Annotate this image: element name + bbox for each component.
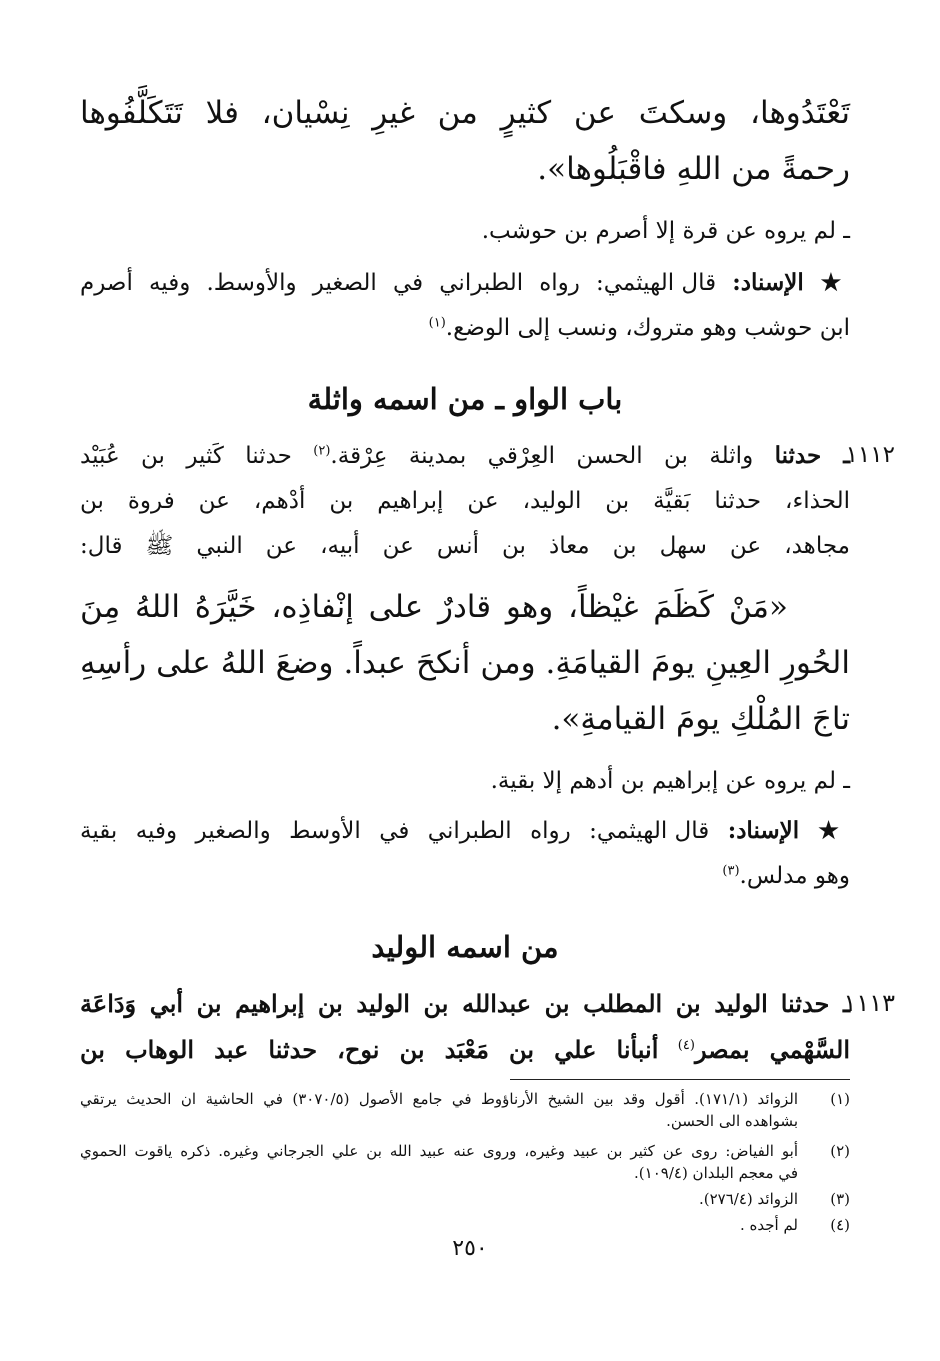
page-number: ٢٥٠ [452, 1236, 488, 1261]
matn-line: تاجَ المُلْكِ يومَ القيامةِ». [551, 701, 850, 737]
text-line: تَعْتَدُوها، وسكتَ عن كثيرٍ من غيرِ نِسْيان، فلا تَتَكَلَّفُوها [80, 95, 850, 131]
footnote-number: (٣) [830, 1190, 850, 1208]
hadith-line [80, 433, 895, 479]
matn-line: الحُورِ العِينِ يومَ القيامَةِ. ومن أنكحَ عبداً. وضعَ اللهُ على رأسِهِ [80, 645, 850, 681]
footnote-ref: (١) [428, 315, 446, 331]
isnad-line [80, 306, 850, 351]
isnad-label: ★ الإسناد: [732, 269, 851, 296]
hadith-line: مجاهد، عن سهل بن معاذ بن أنس عن أبيه، عن النبي ﷺ قال: [80, 533, 850, 559]
footnote-ref: (٣) [722, 863, 740, 879]
section-heading: باب الواو ـ من اسمه واثلة [307, 382, 623, 416]
section-heading: من اسمه الوليد [371, 930, 559, 964]
footnote-text: الزوائد (١٧١/١). أقول وقد بين الشيخ الأرناؤوط في جامع الأصول (٣٠٧٠/٥) في الحاشية ان الحديث يرتقي [80, 1090, 799, 1108]
hadith-lead: ـ حدثنا [774, 442, 851, 469]
hadith-text: السَّهْمي بمصر [694, 1035, 850, 1064]
isnad-text: قال الهيثمي: رواه الطبراني في الصغير والأوسط. وفيه أصرم [80, 270, 717, 296]
footnote-number: (٢) [830, 1142, 850, 1160]
footnote-number: (٤) [830, 1216, 850, 1234]
isnad-line [80, 260, 850, 306]
footnote [80, 1140, 850, 1184]
isnad-text: قال الهيثمي: رواه الطبراني في الأوسط والصغير وفيه بقية [80, 818, 710, 844]
isnad-text: وهو مدلس. [739, 863, 850, 889]
hadith-text: واثلة بن الحسن العِرْقي بمدينة عِرْقة. [330, 443, 754, 469]
footnote-text: بشواهده الى الحسن. [666, 1112, 798, 1130]
footnote [80, 1214, 850, 1236]
footnote-text: في معجم البلدان (١٠٩/٤). [634, 1164, 798, 1182]
footnote-text: أبو الفياض: روى عن كثير بن عبيد وغيره، وروى عنه عبيد الله بن علي الجرجاني وغيره. ذكره ياقوت الحموي [80, 1142, 798, 1160]
hadith-text: حدثنا كَثير بن عُبَيْد [80, 443, 292, 469]
hadith-text: أنبأنا علي بن مَعْبَد بن نوح، حدثنا عبد الوهاب بن [80, 1035, 659, 1064]
footnote [80, 1188, 850, 1210]
footnote-ref: (٤) [677, 1038, 695, 1053]
narration-note: ـ لم يروه عن قرة إلا أصرم بن حوشب. [481, 218, 850, 244]
hadith-number: ١١١٢ [845, 442, 895, 468]
matn-line: «مَنْ كَظَمَ غيْظاً، وهو قادرٌ على إنْفاذِه، خَيَّرَهُ اللهُ مِنَ [80, 589, 788, 625]
footnote-number: (١) [830, 1090, 850, 1108]
footnote [80, 1088, 850, 1132]
hadith-lead: ـ حدثنا [780, 989, 850, 1018]
hadith-line: الحذاء، حدثنا بَقيَّة بن الوليد، عن إبراهيم بن أدْهم، عن فروة بن [80, 488, 850, 514]
page-body [80, 85, 895, 1236]
footnotes [80, 1088, 850, 1236]
narration-note: ـ لم يروه عن إبراهيم بن أدهم إلا بقية. [490, 768, 850, 794]
isnad-text: ابن حوشب وهو متروك، ونسب إلى الوضع. [445, 315, 850, 341]
footnote-divider [510, 1079, 850, 1080]
isnad-label: ★ الإسناد: [727, 817, 850, 844]
footnote-text: لم أجده . [739, 1216, 798, 1234]
isnad-line [80, 854, 850, 899]
hadith-line [80, 981, 895, 1027]
text-line: رحمةً من اللهِ فاقْبَلُوها». [537, 151, 850, 187]
isnad-line [80, 808, 850, 854]
hadith-text: الوليد بن المطلب بن عبدالله بن الوليد بن إبراهيم بن أبي وَدَاعَة [80, 989, 768, 1018]
hadith-line [80, 1027, 850, 1073]
footnote-text: الزوائد (٢٧٦/٤). [699, 1190, 798, 1208]
footnote-ref: (٢) [313, 443, 331, 459]
hadith-number: ١١١٣ [843, 989, 895, 1017]
